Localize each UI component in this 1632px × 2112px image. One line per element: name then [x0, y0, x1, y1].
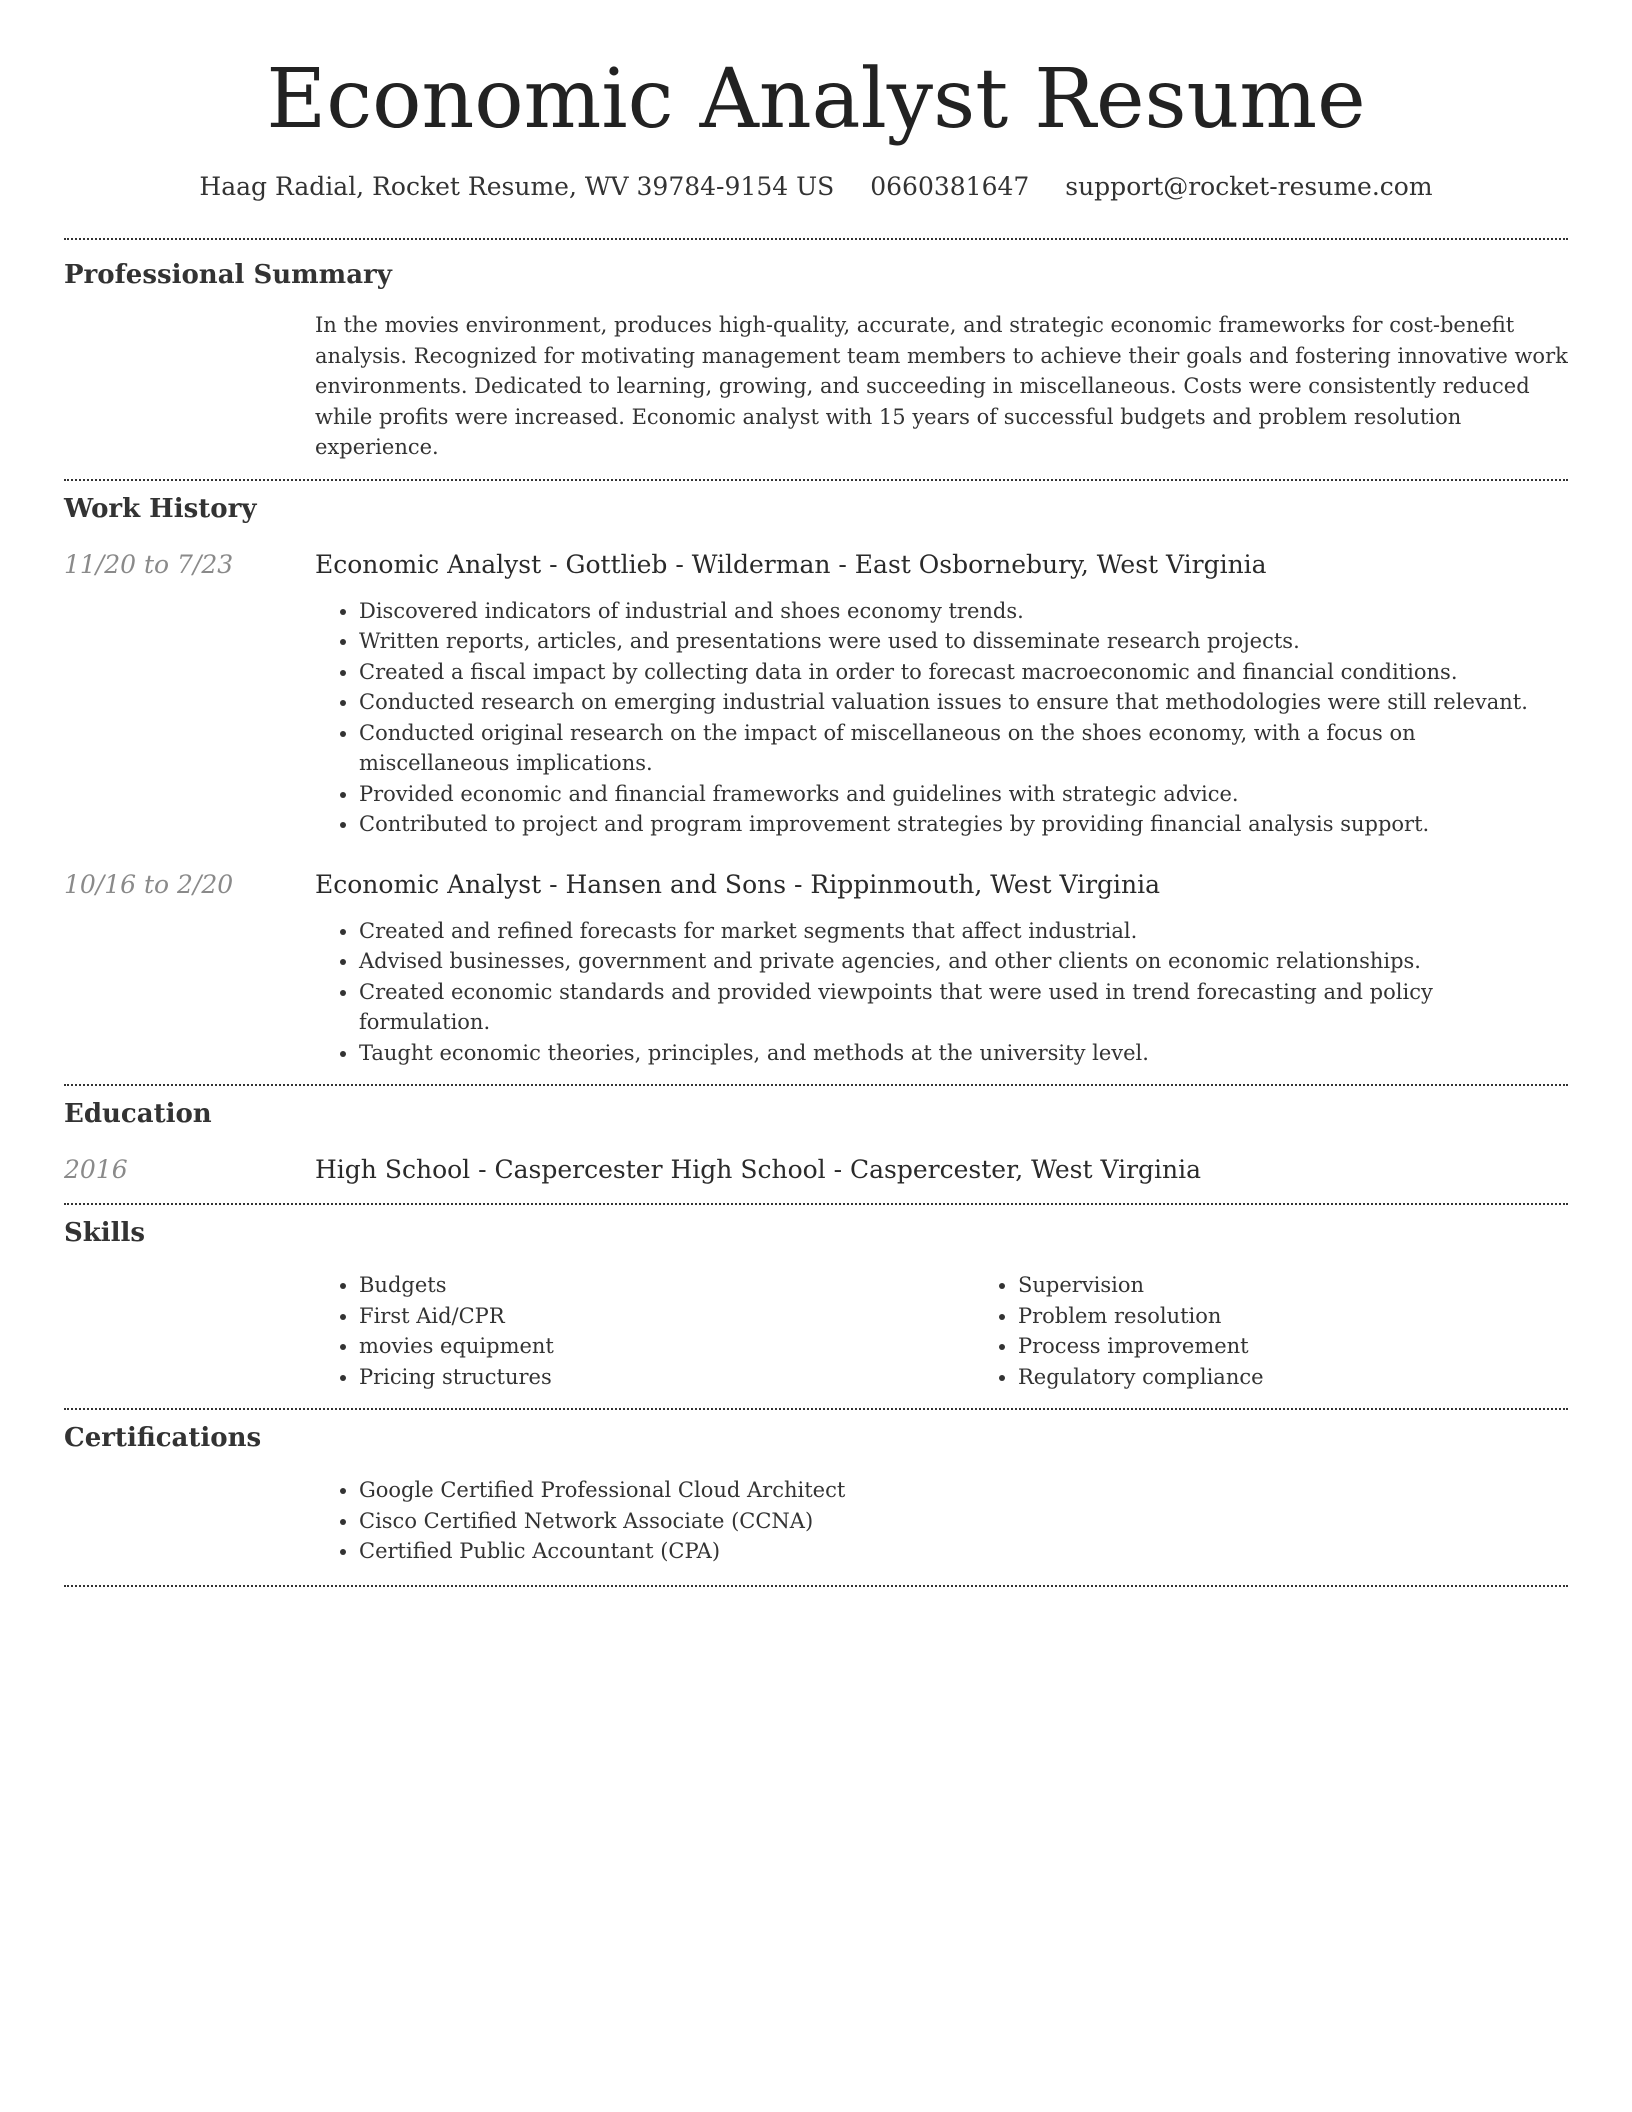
summary-section	[64, 258, 1568, 463]
divider	[64, 1585, 1568, 1587]
skills-list-left	[315, 1270, 974, 1392]
skill-item: • Pricing structures	[359, 1362, 974, 1393]
job-dates: 10/16 to 2/20	[64, 869, 234, 899]
education-section	[64, 1097, 1568, 1187]
education-title: High School - Caspercester High School - Caspercester, West Virginia	[315, 1155, 1202, 1184]
skills-heading: Skills	[64, 1218, 146, 1248]
skill-item: • Problem resolution	[1018, 1301, 1632, 1332]
resume-page	[64, 0, 1568, 1587]
divider	[64, 479, 1568, 481]
job-bullet: • Taught economic theories, principles, and methods at the university level.	[359, 1038, 1568, 1069]
skills-row	[64, 1270, 1568, 1392]
certifications-list	[315, 1475, 1568, 1567]
education-heading: Education	[64, 1099, 212, 1129]
certifications-body	[315, 1475, 1568, 1567]
certifications-section	[64, 1421, 1568, 1567]
summary-body	[315, 310, 1568, 463]
certification-item: • Cisco Certified Network Associate (CCNA)	[359, 1506, 1568, 1537]
summary-text: In the movies environment, produces high-quality, accurate, and strategic economic frameworks for cost-benefit analysis. Recognized for motivating management team members to achieve their goals and fostering innovative work environments. Dedicated to learning, growing, and succeeding in miscellaneous. Costs were consistently reduced while profits were increased. Economic analyst with 15 years of successful budgets and problem resolution experience.	[315, 313, 1568, 459]
skills-section	[64, 1216, 1568, 1392]
education-details	[315, 1153, 1568, 1187]
skill-item: • Budgets	[359, 1270, 974, 1301]
skill-item: • movies equipment	[359, 1331, 974, 1362]
contact-line	[64, 170, 1568, 204]
job-title: Economic Analyst - Gottlieb - Wilderman - East Osbornebury, West Virginia	[315, 549, 1267, 579]
skills-list-right	[974, 1270, 1632, 1392]
job-bullet: • Discovered indicators of industrial and shoes economy trends.	[359, 596, 1568, 627]
divider	[64, 1084, 1568, 1086]
job-bullet: • Written reports, articles, and presentations were used to disseminate research projects.	[359, 626, 1568, 657]
divider	[64, 1203, 1568, 1205]
job-details	[315, 548, 1568, 840]
contact-email: support@rocket-resume.com	[1065, 172, 1433, 201]
job-bullet: • Created and refined forecasts for market segments that affect industrial.	[359, 916, 1568, 947]
summary-row	[64, 310, 1568, 463]
summary-heading: Professional Summary	[64, 260, 392, 290]
job-bullet: • Created economic standards and provided viewpoints that were used in trend forecasting and policy formulation.	[359, 977, 1568, 1038]
job-entry	[64, 868, 1568, 1069]
skill-item: • Process improvement	[1018, 1331, 1632, 1362]
skill-item: • Supervision	[1018, 1270, 1632, 1301]
job-bullet: • Contributed to project and program improvement strategies by providing financial analysis support.	[359, 809, 1568, 840]
job-bullet: • Advised businesses, government and private agencies, and other clients on economic relationships.	[359, 946, 1568, 977]
job-title: Economic Analyst - Hansen and Sons - Rippinmouth, West Virginia	[315, 869, 1161, 899]
certification-item: • Google Certified Professional Cloud Architect	[359, 1475, 1568, 1506]
education-entry	[64, 1153, 1568, 1187]
job-details	[315, 868, 1568, 1069]
education-year: 2016	[64, 1155, 128, 1184]
job-bullet: • Conducted original research on the impact of miscellaneous on the shoes economy, with a focus on miscellaneous implications.	[359, 718, 1568, 779]
contact-address: Haag Radial, Rocket Resume, WV 39784-9154 US	[199, 172, 835, 201]
job-bullet: • Provided economic and financial frameworks and guidelines with strategic advice.	[359, 779, 1568, 810]
job-bullets	[315, 916, 1568, 1069]
job-bullets	[315, 596, 1568, 840]
contact-phone: 0660381647	[870, 172, 1030, 201]
skills-grid	[315, 1270, 1568, 1392]
certifications-heading: Certifications	[64, 1423, 262, 1453]
resume-header	[64, 0, 1568, 204]
certification-item: • Certified Public Accountant (CPA)	[359, 1536, 1568, 1567]
job-bullet: • Conducted research on emerging industrial valuation issues to ensure that methodologies were still relevant.	[359, 687, 1568, 718]
certifications-row	[64, 1475, 1568, 1567]
job-bullet: • Created a fiscal impact by collecting data in order to forecast macroeconomic and financial conditions.	[359, 657, 1568, 688]
resume-title: Economic Analyst Resume	[266, 52, 1366, 147]
divider	[64, 1408, 1568, 1410]
divider	[64, 238, 1568, 240]
job-entry	[64, 548, 1568, 840]
skill-item: • First Aid/CPR	[359, 1301, 974, 1332]
skill-item: • Regulatory compliance	[1018, 1362, 1632, 1393]
work-section	[64, 492, 1568, 1069]
work-heading: Work History	[64, 493, 257, 524]
job-dates: 11/20 to 7/23	[64, 549, 234, 579]
